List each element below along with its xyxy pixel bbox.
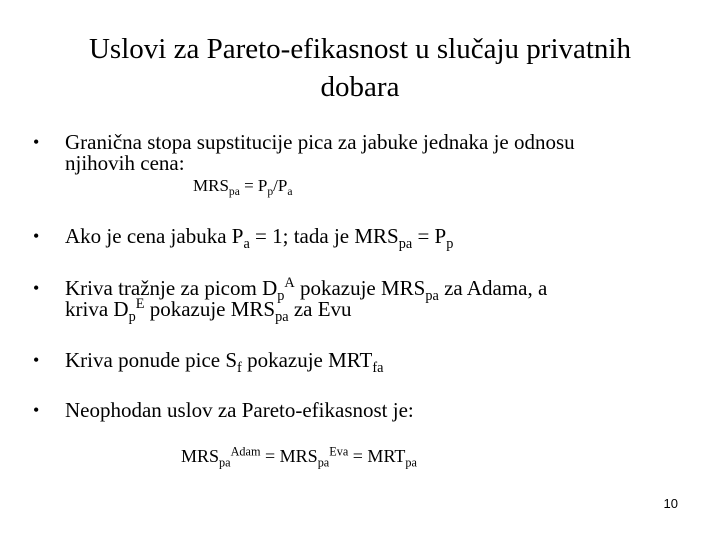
- bullet-3: [33, 275, 683, 325]
- bullet-3-line-2: kriva $D_p^E$ pokazuje $MRS_{pa}$ za Evu: [65, 296, 352, 325]
- bullet-marker: •: [33, 350, 40, 370]
- bullet-marker: •: [33, 278, 40, 298]
- bullet-4-text: Kriva ponude pice $S_f$ pokazuje $MRT_{fa}$: [65, 348, 384, 376]
- slide-title-line-2: dobara: [320, 71, 400, 103]
- bullet-2-text: Ako je cena jabuka $P_a = 1$; tada je $MRS_{pa} = P_p$: [65, 224, 454, 252]
- bullet-marker: •: [33, 132, 40, 152]
- slide-title-line-1: Uslovi za Pareto-efikasnost u slučaju privatnih: [88, 33, 631, 65]
- formula-mrs-price-ratio: $MRS_{pa} = P_p/P_a$: [193, 176, 293, 199]
- bullet-marker: •: [33, 400, 40, 420]
- bullet-2: [33, 226, 683, 252]
- slide-title: [0, 30, 720, 106]
- bullet-1-text: [65, 132, 685, 174]
- bullet-1-line-2: njihovih cena:: [65, 151, 185, 175]
- bullet-4: [33, 350, 683, 376]
- bullet-3-line-1: Kriva tražnje za picom $D_p^A$ pokazuje $MRS_{pa}$ za Adama, a: [65, 275, 548, 304]
- formula-pareto-condition: $MRS_{pa}^{Adam} = MRS_{pa}^{Eva} = MRT_{pa}$: [181, 444, 417, 470]
- slide-number: 10: [663, 496, 678, 511]
- bullet-5: [33, 400, 683, 426]
- bullet-1: [33, 132, 683, 176]
- bullet-1-line-1: Granična stopa supstitucije pica za jabuke jednaka je odnosu: [65, 130, 575, 154]
- bullet-3-text: [65, 275, 685, 325]
- bullet-marker: •: [33, 226, 40, 246]
- bullet-5-text: Neophodan uslov za Pareto-efikasnost je:: [65, 398, 414, 422]
